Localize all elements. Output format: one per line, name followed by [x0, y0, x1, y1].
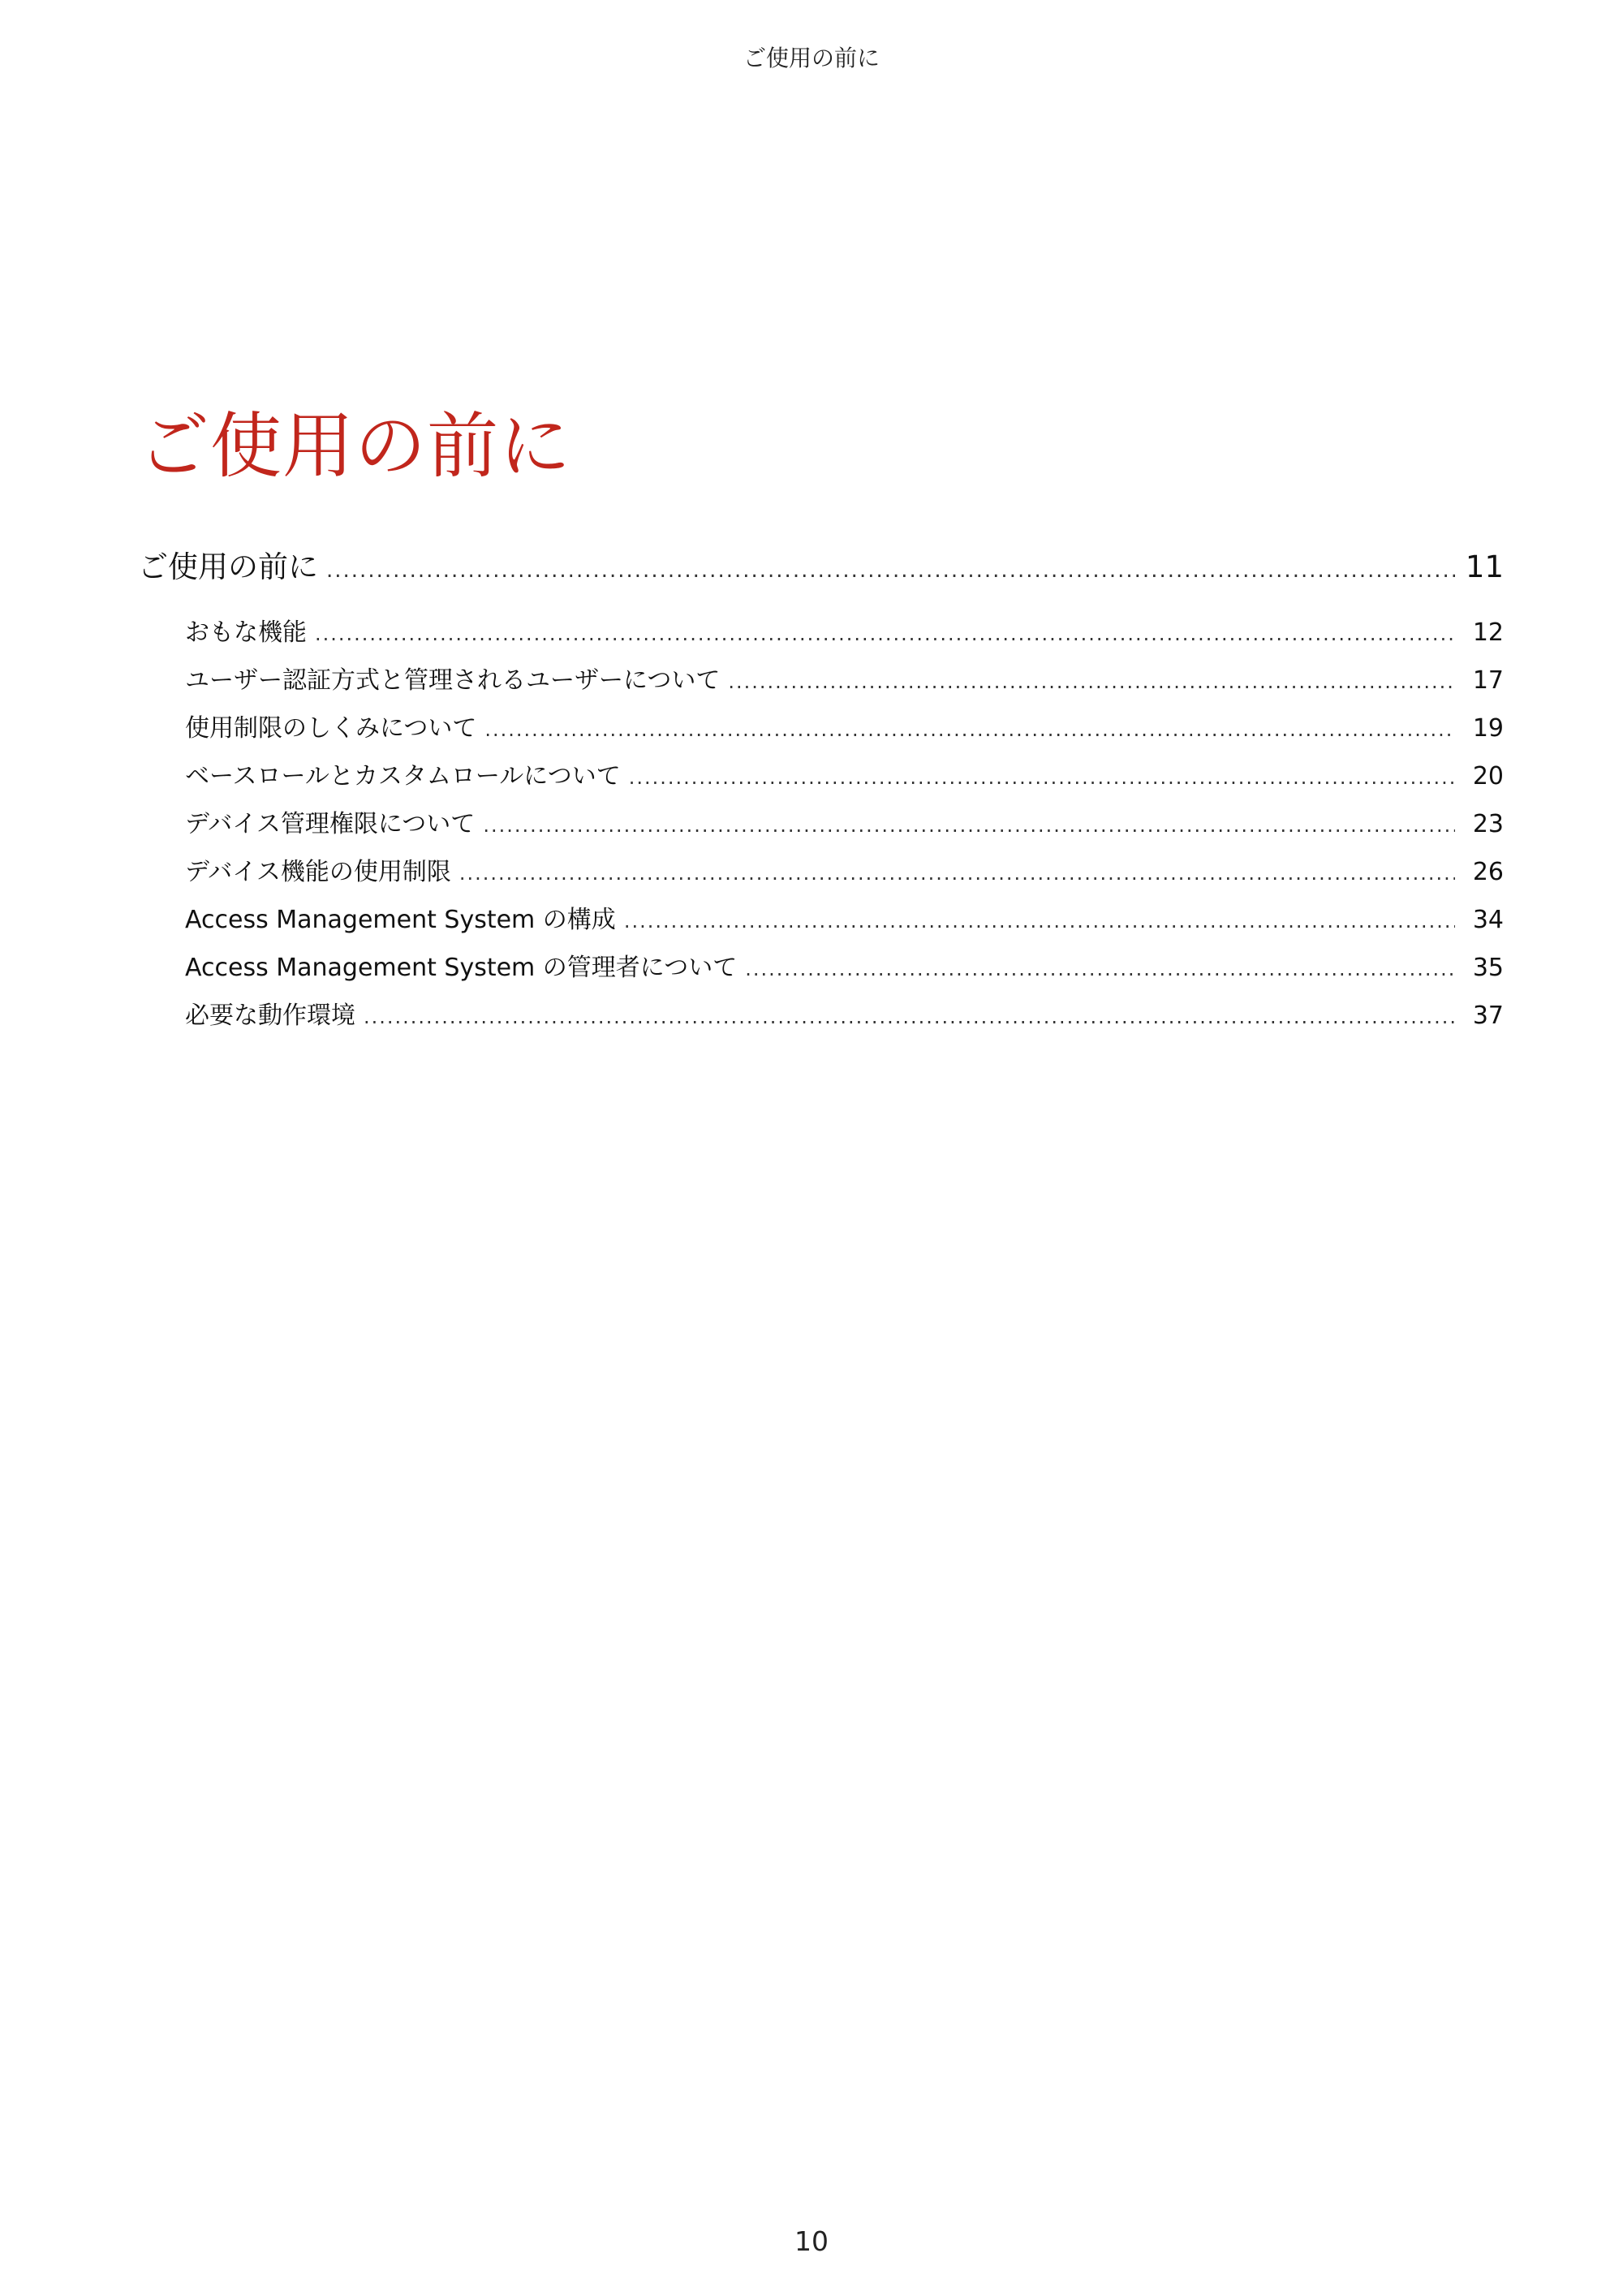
toc-entry-page: 35	[1472, 954, 1504, 982]
toc-leader-dots	[326, 549, 1455, 592]
toc-entry-label: Access Management System の構成	[185, 906, 616, 934]
chapter-title: ご使用の前に	[138, 404, 572, 488]
toc-entry-page: 26	[1472, 858, 1504, 886]
toc-entry-device-admin-rights[interactable]	[138, 800, 1504, 848]
toc-entry-page: 23	[1472, 810, 1504, 838]
toc-entry-ams-administrators[interactable]	[138, 944, 1504, 992]
toc-entry-page: 12	[1472, 618, 1504, 647]
toc-entry-label: ご使用の前に	[138, 549, 318, 584]
toc-leader-dots	[315, 610, 1455, 658]
toc-leader-dots	[459, 850, 1455, 898]
toc-entry-label: おもな機能	[185, 618, 307, 647]
toc-entry-label: Access Management System の管理者について	[185, 954, 738, 982]
toc-entry-page: 37	[1472, 1002, 1504, 1030]
toc-entry-page: 11	[1465, 549, 1504, 584]
toc-entry-main[interactable]	[138, 545, 1504, 609]
toc-entry-label: ユーザー認証方式と管理されるユーザーについて	[185, 666, 721, 695]
toc-entry-label: ベースロールとカスタムロールについて	[185, 762, 621, 790]
toc-leader-dots	[624, 898, 1455, 946]
toc-entry-page: 19	[1472, 714, 1504, 743]
page-number: 10	[794, 2225, 829, 2257]
toc-entry-label: 使用制限のしくみについて	[185, 714, 477, 743]
toc-entry-label: デバイス管理権限について	[185, 810, 476, 838]
toc-entry-ams-configuration[interactable]	[138, 896, 1504, 944]
toc-entry-page: 17	[1472, 666, 1504, 695]
toc-entry-page: 20	[1472, 762, 1504, 790]
running-header: ご使用の前に	[743, 45, 880, 71]
toc-entry-system-requirements[interactable]	[138, 992, 1504, 1040]
toc-leader-dots	[629, 754, 1455, 802]
toc-entry-device-function-restriction[interactable]	[138, 848, 1504, 896]
toc-leader-dots	[483, 802, 1455, 850]
toc-leader-dots	[484, 706, 1455, 754]
toc-entry-user-authentication[interactable]	[138, 657, 1504, 704]
toc-leader-dots	[728, 658, 1455, 706]
table-of-contents	[138, 545, 1504, 1040]
toc-entry-base-custom-roles[interactable]	[138, 752, 1504, 800]
toc-entry-label: 必要な動作環境	[185, 1002, 355, 1030]
toc-entry-usage-restriction[interactable]	[138, 704, 1504, 752]
toc-entry-label: デバイス機能の使用制限	[185, 858, 451, 886]
toc-entry-main-features[interactable]	[138, 609, 1504, 657]
toc-leader-dots	[364, 993, 1455, 1041]
toc-leader-dots	[745, 946, 1455, 993]
toc-entry-page: 34	[1472, 906, 1504, 934]
